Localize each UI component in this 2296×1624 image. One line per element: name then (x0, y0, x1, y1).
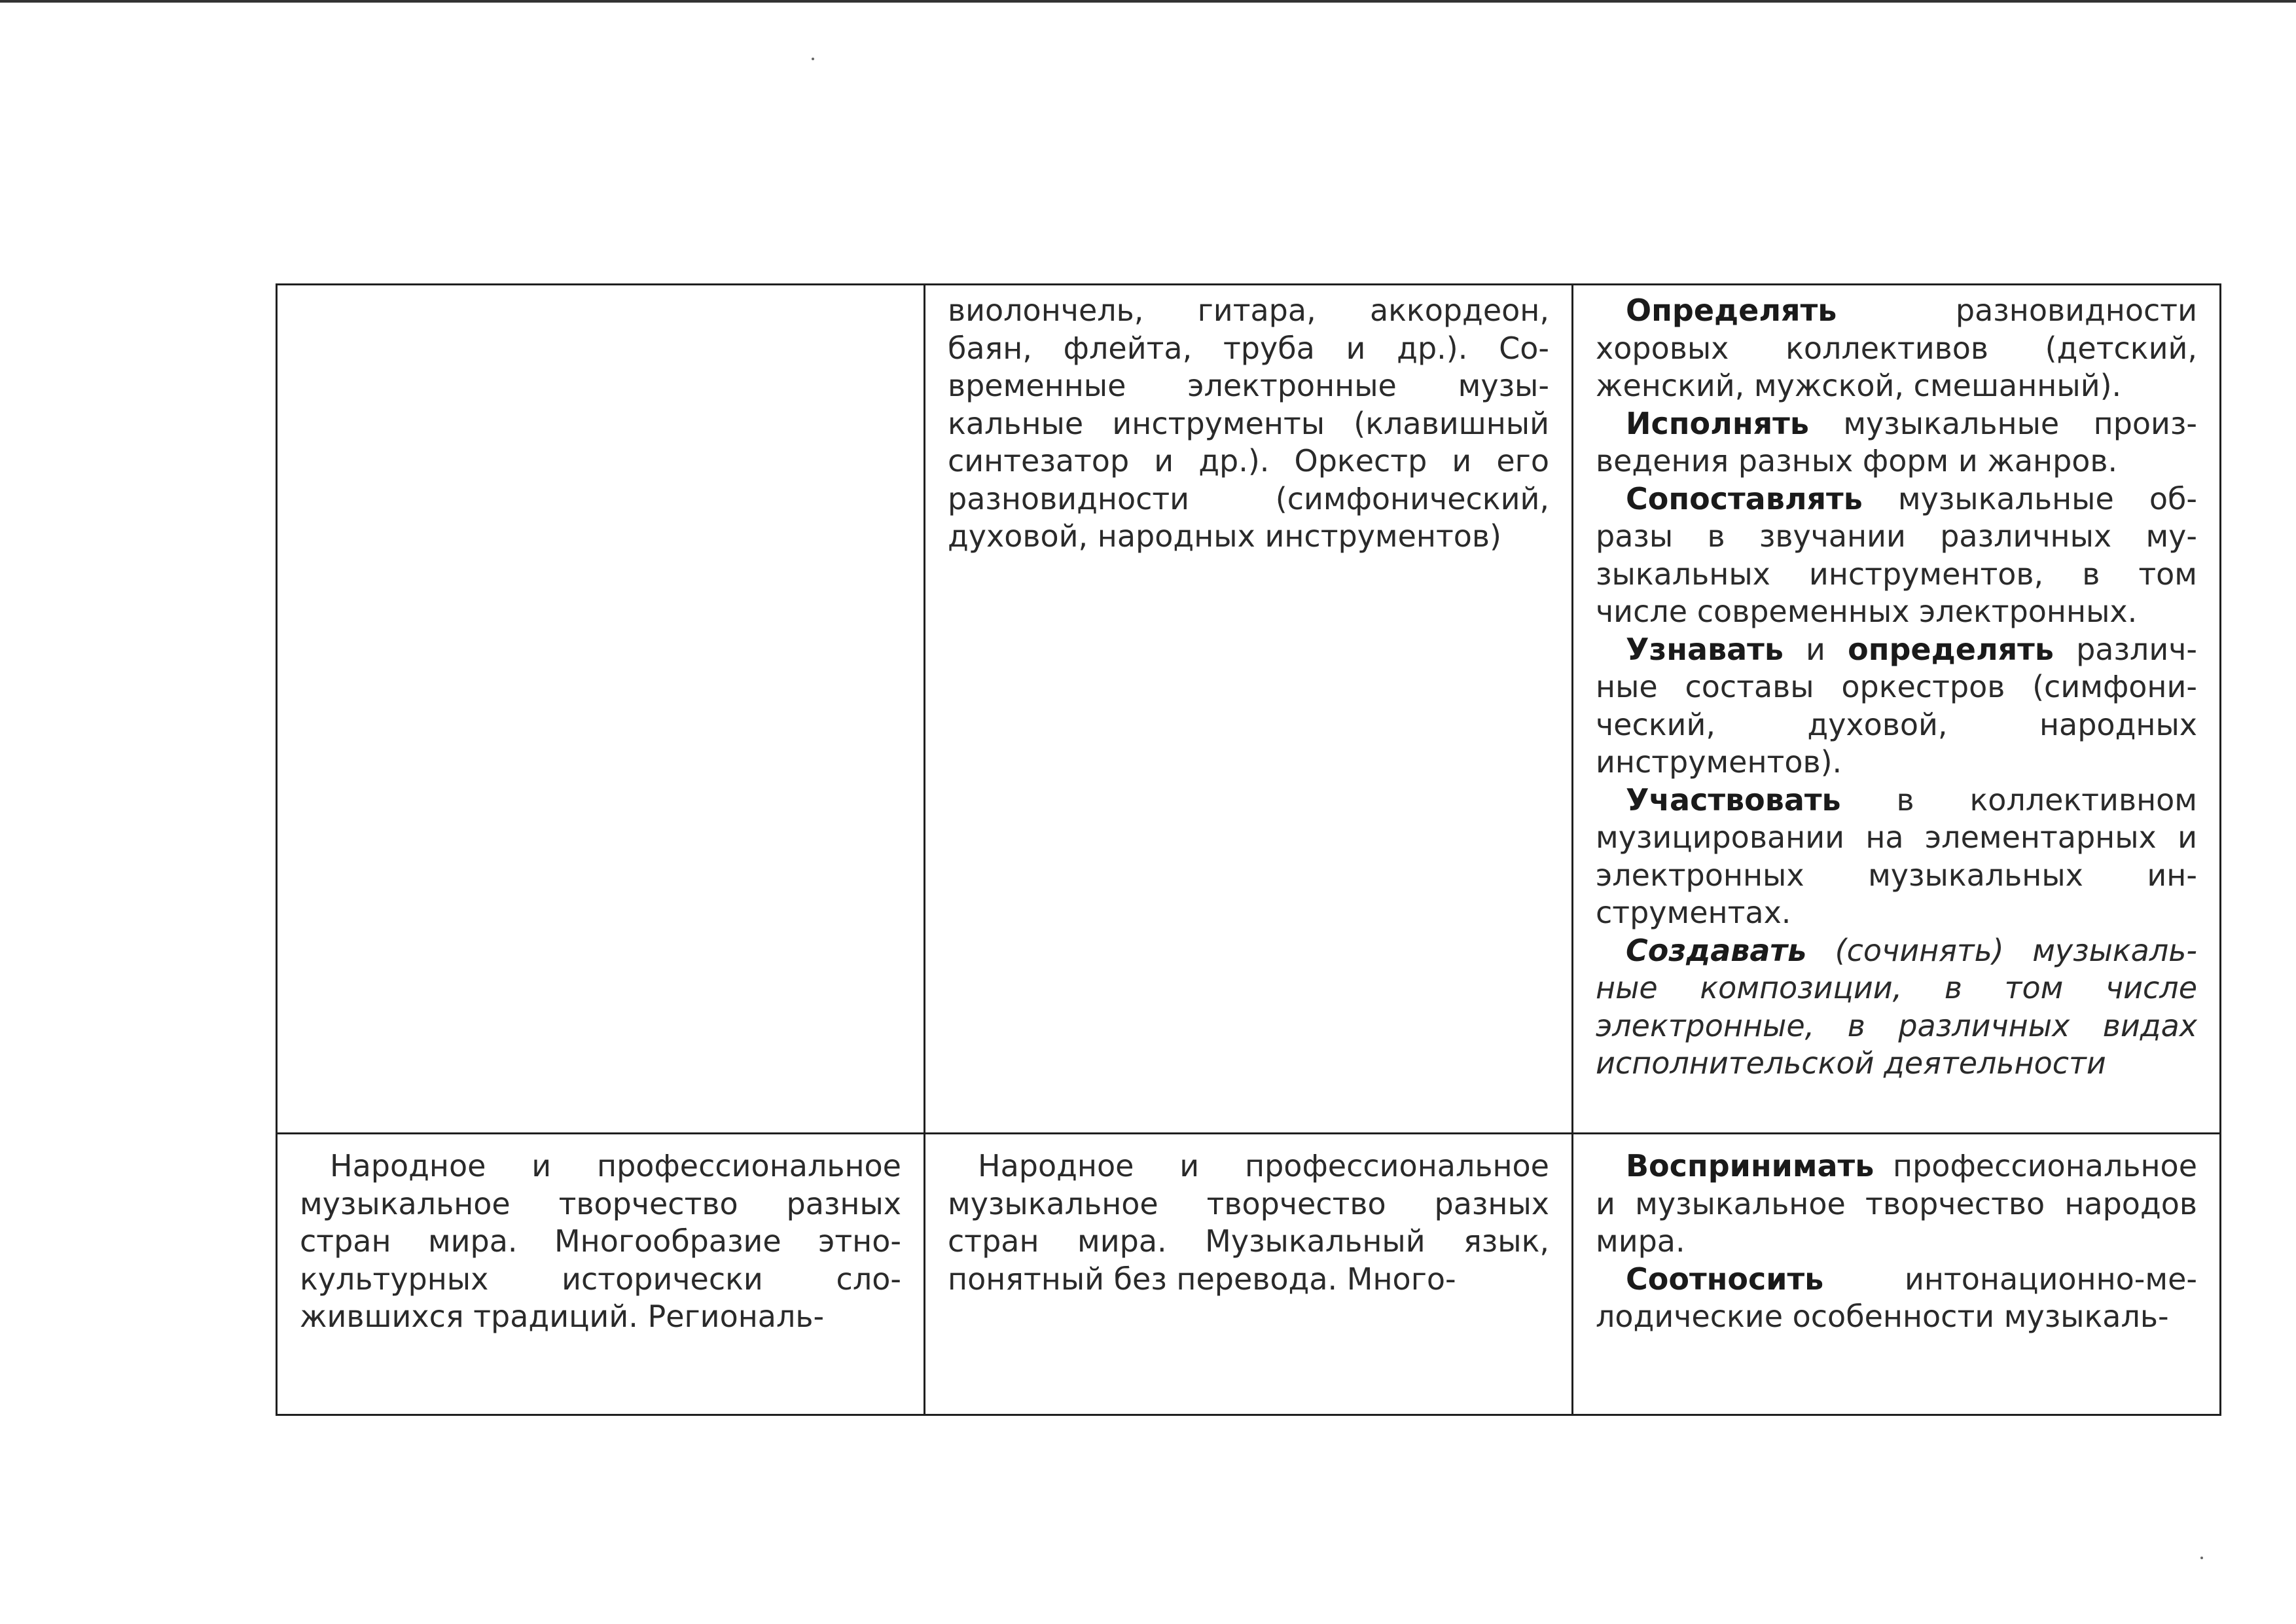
activity-text: (сочинять) музыкальные композиции, в том числе электронные, в различных видах исполнительской деятельности (1596, 932, 2197, 1081)
cell-text: Народное и профессиональное музыкальное творчество разных стран мира. Музыкальный язык, понятный без перевода. Много- (948, 1148, 1549, 1297)
scan-top-edge (0, 0, 2296, 3)
activity-text: интонационно-мелодические особенности музыкаль- (1596, 1261, 2197, 1334)
table-cell-activities (1573, 285, 2221, 1134)
activity-verb: Соотносить (1626, 1261, 1824, 1297)
cell-text: виолончель, гитара, аккордеон, баян, флейта, труба и др.). Современные электронные музыкальные инструменты (клавишный синтезатор и др.). Оркестр и его разновидности (симфонический, духовой, народных инструментов) (948, 293, 1549, 554)
activity-paragraph (1596, 932, 2197, 1083)
cell-text: Народное и профессиональное музыкальное творчество разных стран мира. Многообразие этнокультурных исторически сложившихся традиций. Региональ- (300, 1148, 901, 1334)
activity-text: разновидности хоровых коллективов (детский, женский, мужской, смешанный). (1596, 293, 2197, 403)
table-cell-content (925, 1134, 1573, 1415)
activity-paragraph (1596, 1147, 2197, 1261)
activity-verb: определять (1848, 631, 2054, 667)
scan-speck (2200, 1557, 2203, 1559)
activity-paragraph (1596, 405, 2197, 480)
activity-verb: Воспринимать (1626, 1148, 1874, 1183)
activity-paragraph (1596, 782, 2197, 932)
table-row (277, 285, 2221, 1134)
activity-paragraph (1596, 1261, 2197, 1336)
activity-verb: Создавать (1626, 932, 1807, 968)
activity-verb: Узнавать (1626, 631, 1784, 667)
table-cell-topic (277, 1134, 925, 1415)
activity-text: музыкальные образы в звучании различных музыкальных инструментов, в том числе современных электронных. (1596, 480, 2197, 629)
table-cell-content (925, 285, 1573, 1134)
activity-text: в коллективном музицировании на элементарных и электронных музыкальных инструментах. (1596, 782, 2197, 930)
table-cell-activities (1573, 1134, 2221, 1415)
scan-speck (812, 58, 814, 60)
table-row (277, 1134, 2221, 1415)
activity-text: различные составы оркестров (симфонический, духовой, народных инструментов). (1596, 631, 2198, 780)
content-table (276, 283, 2221, 1416)
activity-paragraph (1596, 631, 2197, 782)
activity-paragraph (1596, 480, 2197, 631)
activity-verb: Исполнять (1626, 405, 1809, 441)
activity-text: музыкальные произведения разных форм и жанров. (1596, 405, 2197, 478)
activity-paragraph (1596, 292, 2197, 405)
activity-verb: Участвовать (1626, 782, 1841, 818)
activity-verb: Определять (1626, 293, 1837, 328)
table-cell-topic (277, 285, 925, 1134)
activity-verb: Сопоставлять (1626, 480, 1863, 516)
activity-text: профессиональное и музыкальное творчество народов мира. (1596, 1148, 2197, 1259)
activity-text: и (1783, 631, 1848, 667)
